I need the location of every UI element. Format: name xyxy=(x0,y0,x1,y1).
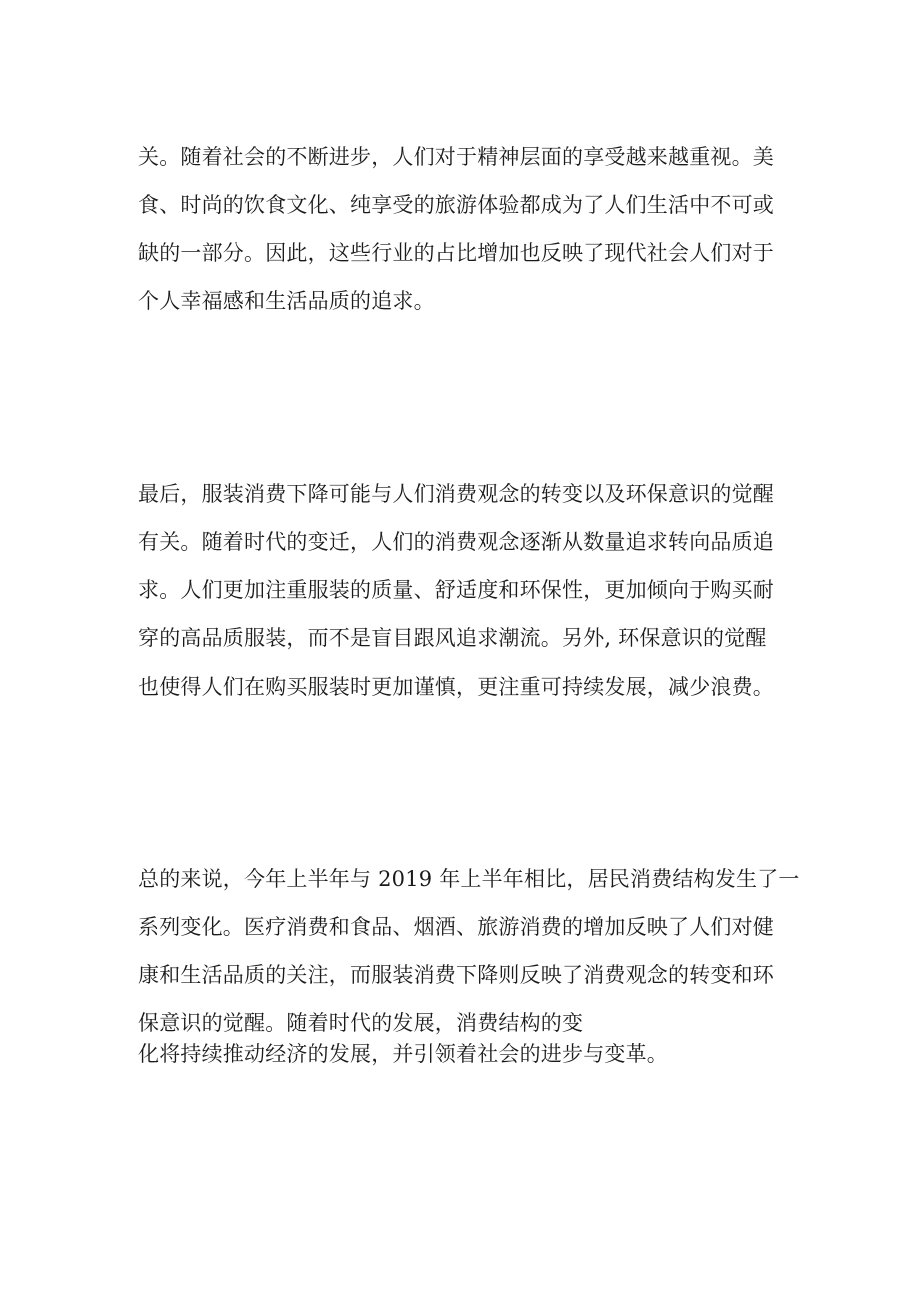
text-line: 总的来说，今年上半年与 2019 年上半年相比，居民消费结构发生了一 xyxy=(138,867,800,891)
text-line: 系列变化。医疗消费和食品、烟酒、旅游消费的增加反映了人们对健 xyxy=(138,915,774,939)
text-line: 求。人们更加注重服装的质量、舒适度和环保性，更加倾向于购买耐 xyxy=(138,578,774,602)
text-line: 也使得人们在购买服装时更加谨慎，更注重可持续发展，减少浪费。 xyxy=(138,675,774,699)
text-line: 穿的高品质服装，而不是盲目跟风追求潮流。另外, 环保意识的觉醒 xyxy=(138,626,767,650)
text-line: 化将持续推动经济的发展，并引领着社会的进步与变革。 xyxy=(138,1042,668,1066)
text-line: 保意识的觉醒。随着时代的发展，消费结构的变 xyxy=(138,1011,584,1035)
text-line: 康和生活品质的关注，而服装消费下降则反映了消费观念的转变和环 xyxy=(138,963,774,987)
text-line: 关。随着社会的不断进步，人们对于精神层面的享受越来越重视。美 xyxy=(138,145,774,169)
text-line: 缺的一部分。因此，这些行业的占比增加也反映了现代社会人们对于 xyxy=(138,241,774,265)
text-line: 食、时尚的饮食文化、纯享受的旅游体验都成为了人们生活中不可或 xyxy=(138,193,774,217)
text-line: 有关。随着时代的变迁，人们的消费观念逐渐从数量追求转向品质追 xyxy=(138,530,774,554)
text-line: 最后，服装消费下降可能与人们消费观念的转变以及环保意识的觉醒 xyxy=(138,482,774,506)
text-line: 个人幸福感和生活品质的追求。 xyxy=(138,289,435,313)
